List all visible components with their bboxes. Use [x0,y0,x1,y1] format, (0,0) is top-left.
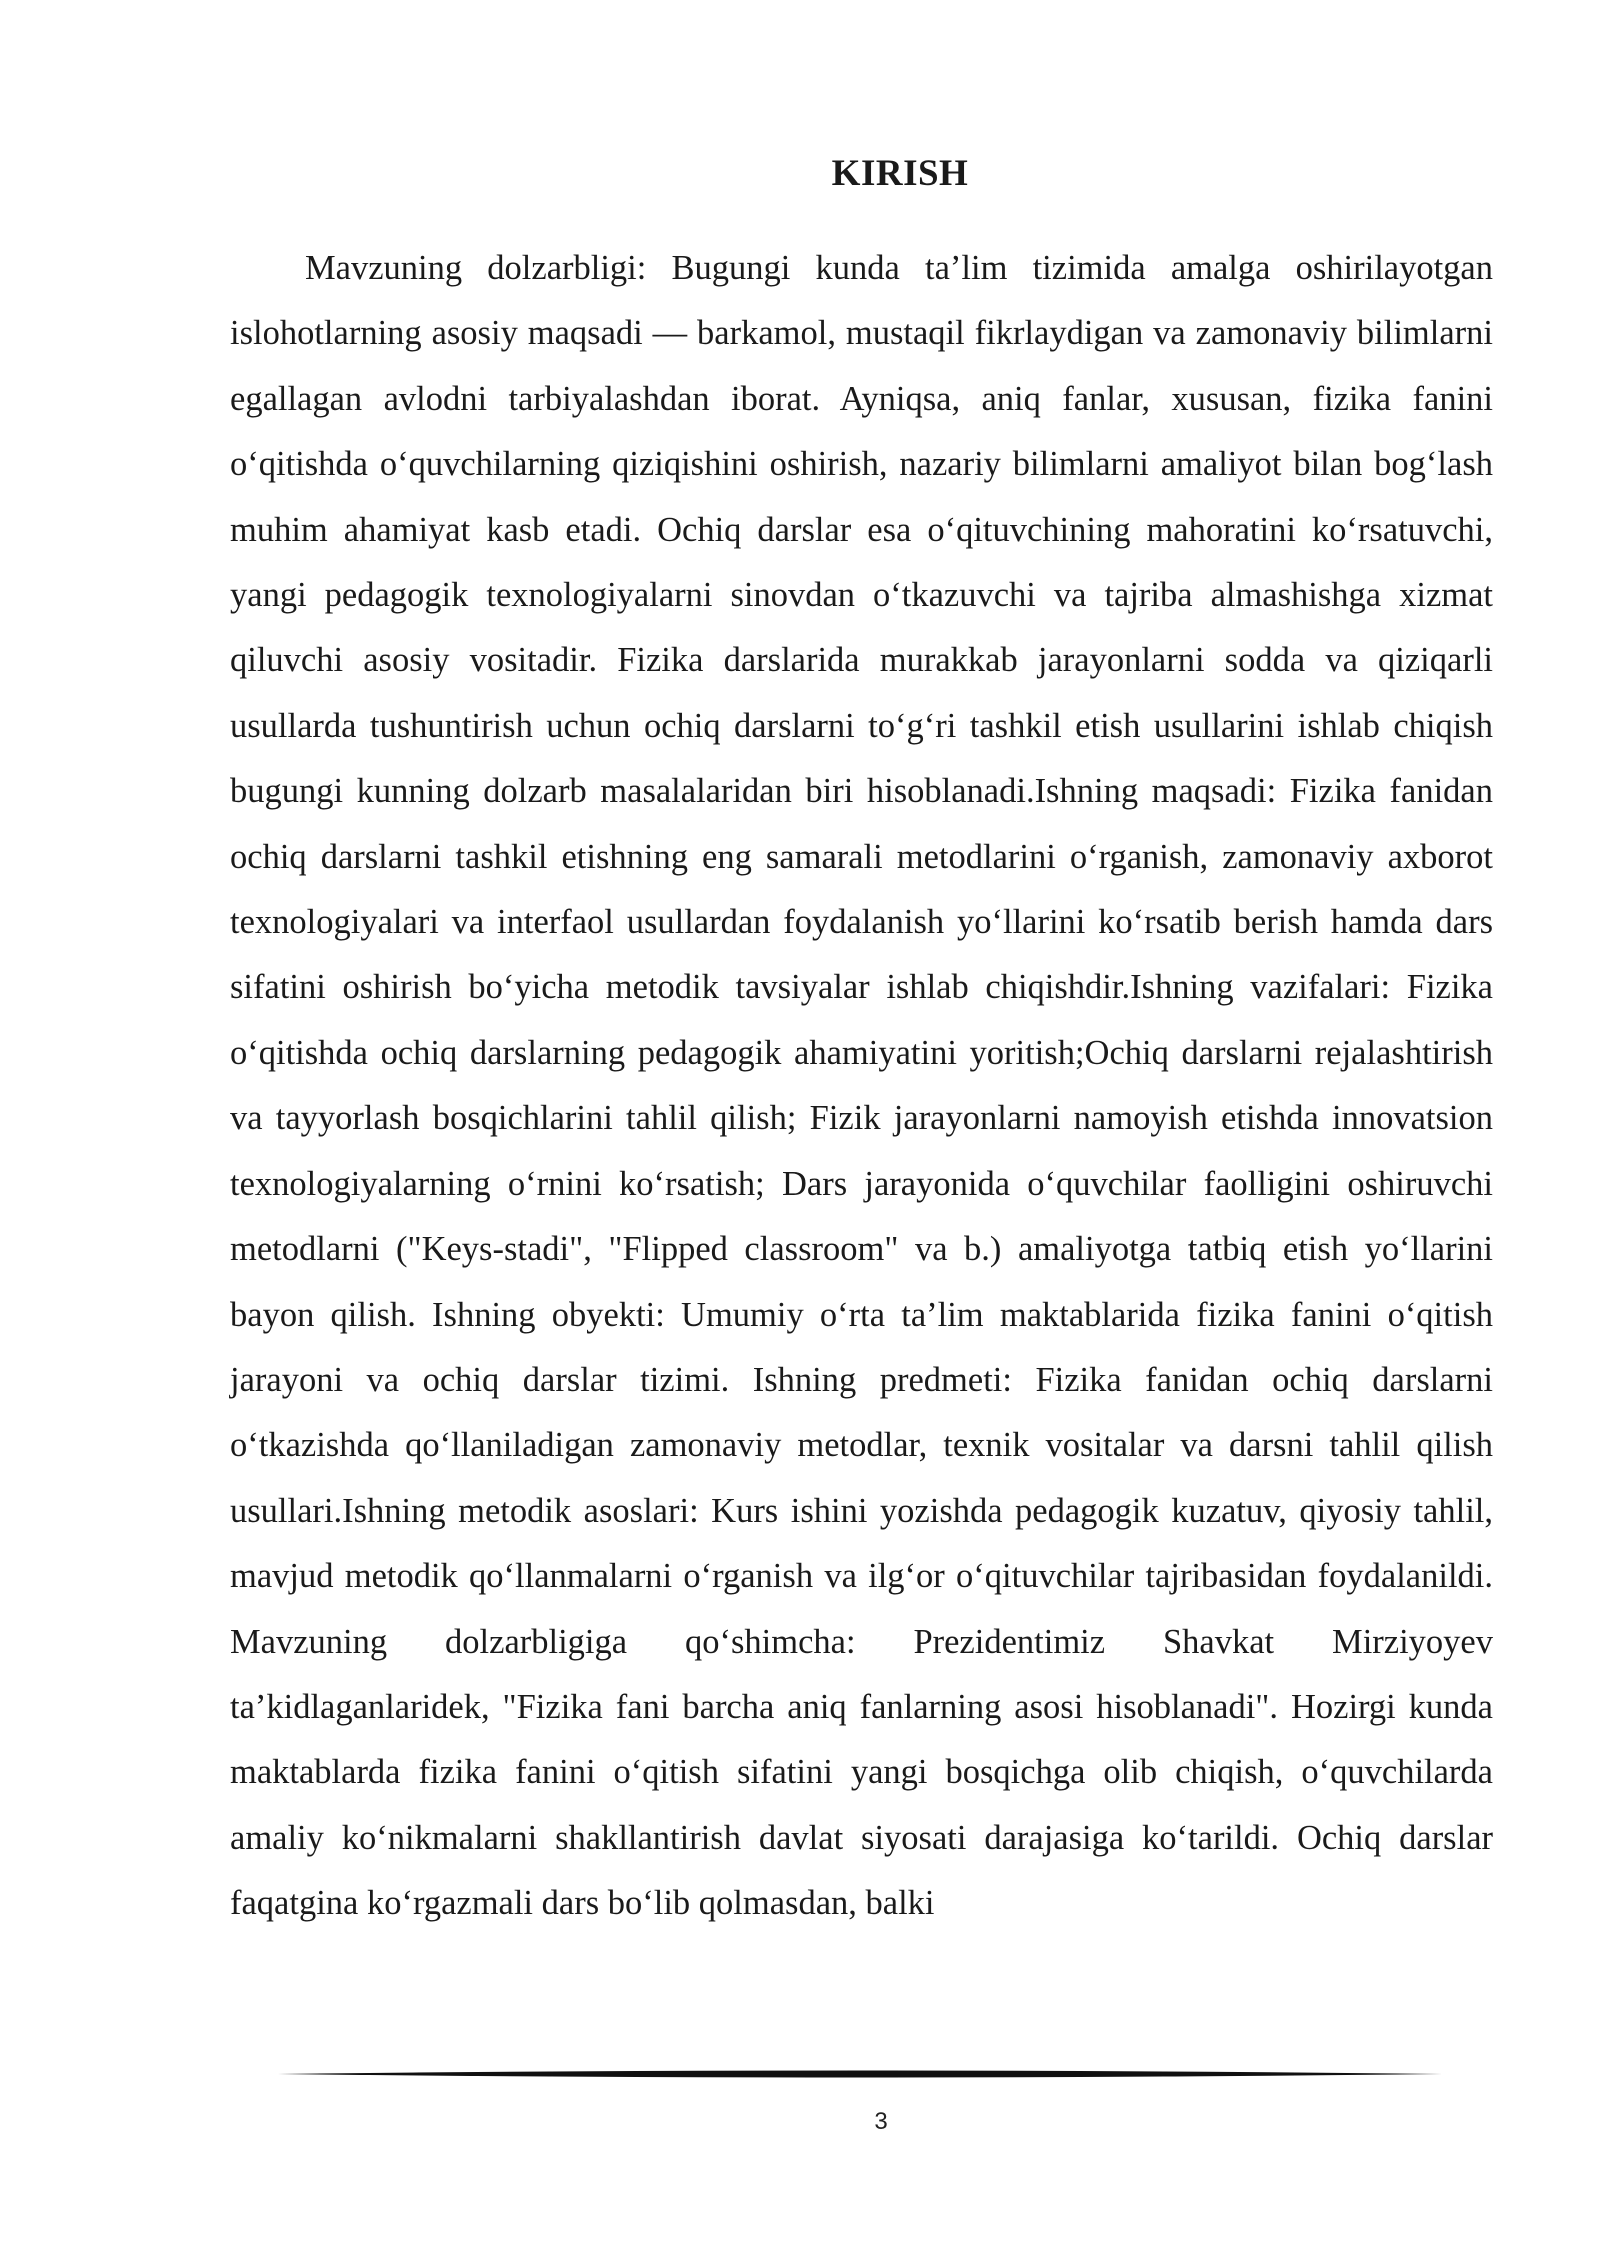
footer-divider-shape [278,2071,1442,2078]
page-number: 3 [874,2108,888,2135]
section-heading: KIRISH [831,153,969,194]
body-paragraph: Mavzuning dolzarbligi: Bugungi kunda ta’lim tizimida amalga oshirilayotgan islohotlarning asosiy maqsadi — barkamol, mustaqil fikrlaydigan va zamonaviy bilimlarni egallagan avlodni tarbiyalashdan iborat. Ayniqsa, aniq fanlar, xususan, fizika fanini o‘qitishda o‘quvchilarning qiziqishini oshirish, nazariy bilimlarni amaliyot bilan bog‘lash muhim ahamiyat kasb etadi. Ochiq darslar esa o‘qituvchining mahoratini ko‘rsatuvchi, yangi pedagogik texnologiyalarni sinovdan o‘tkazuvchi va tajriba almashishga xizmat qiluvchi asosiy vositadir. Fizika darslarida murakkab jarayonlarni sodda va qiziqarli usullarda tushuntirish uchun ochiq darslarni to‘g‘ri tashkil etish usullarini ishlab chiqish bugungi kunning dolzarb masalalaridan biri hisoblanadi.Ishning maqsadi: Fizika fanidan ochiq darslarni tashkil etishning eng samarali metodlarini o‘rganish, zamonaviy axborot texnologiyalari va interfaol usullardan foydalanish yo‘llarini ko‘rsatib berish hamda dars sifatini oshirish bo‘yicha metodik tavsiyalar ishlab chiqishdir.Ishning vazifalari: Fizika o‘qitishda ochiq darslarning pedagogik ahamiyatini yoritish;Ochiq darslarni rejalashtirish va tayyorlash bosqichlarini tahlil qilish; Fizik jarayonlarni namoyish etishda innovatsion texnologiyalarning o‘rnini ko‘rsatish; Dars jarayonida o‘quvchilar faolligini oshiruvchi metodlarni ("Keys-stadi", "Flipped classroom" va b.) amaliyotga tatbiq etish yo‘llarini bayon qilish. Ishning obyekti: Umumiy o‘rta ta’lim maktablarida fizika fanini o‘qitish jarayoni va ochiq darslar tizimi. Ishning predmeti: Fizika fanidan ochiq darslarni o‘tkazishda qo‘llaniladigan zamonaviy metodlar, texnik vositalar va darsni tahlil qilish usullari.Ishning metodik asoslari: Kurs ishini yozishda pedagogik kuzatuv, qiyosiy tahlil, mavjud metodik qo‘llanmalarni o‘rganish va ilg‘or o‘qituvchilar tajribasidan foydalanildi. Mavzuning dolzarbligiga qo‘shimcha: Prezidentimiz Shavkat Mirziyoyev ta’kidlaganlaridek, "Fizika fani barcha aniq fanlarning asosi hisoblanadi". Hozirgi kunda maktablarda fizika fanini o‘qitish sifatini yangi bosqichga olib chiqish, o‘quvchilarda amaliy ko‘nikmalarni shakllantirish davlat siyosati darajasiga ko‘tarildi. Ochiq darslar faqatgina ko‘rgazmali dars bo‘lib qolmasdan, balki [230,249,1493,1923]
footer-divider [278,2068,1442,2080]
